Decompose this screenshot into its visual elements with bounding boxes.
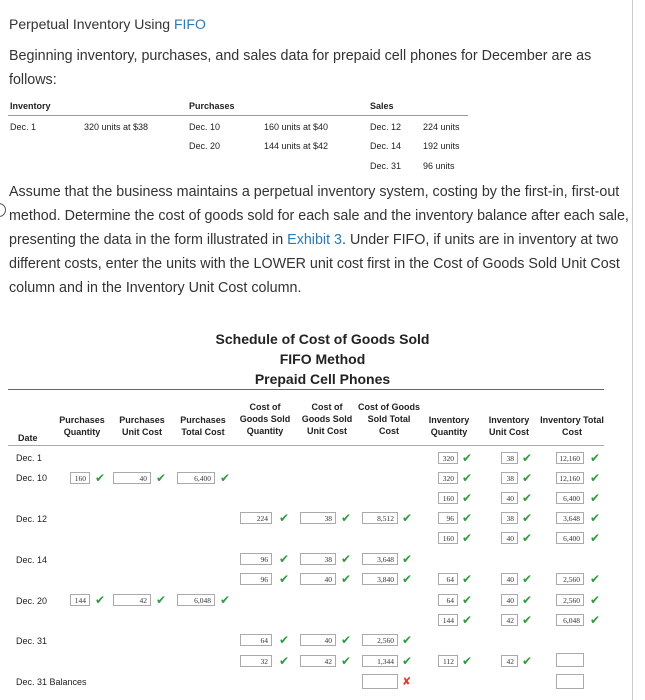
purchases-quantity-input[interactable]: 144 [70,594,90,606]
row-date-label: Dec. 31 [16,636,48,646]
correct-check-icon: ✔ [590,593,601,607]
cogs-quantity-input[interactable]: 32 [240,655,272,667]
correct-check-icon: ✔ [402,511,413,525]
correct-check-icon: ✔ [462,471,473,485]
purchases-total-cost-input[interactable]: 6,048 [177,594,215,606]
inventory-quantity-input[interactable]: 160 [438,532,458,544]
inventory-header: Inventory [10,101,51,111]
purchase-desc: 144 units at $42 [264,141,329,151]
inventory-unit-cost-input[interactable]: 40 [501,594,518,606]
col-purchases-total-cost: Purchases Total Cost [180,415,226,437]
inventory-quantity-input[interactable]: 320 [438,452,458,464]
purchases-total-cost-input[interactable]: 6,400 [177,472,215,484]
cogs-quantity-input[interactable]: 224 [240,512,272,524]
page-title [9,16,206,32]
cogs-total-cost-input[interactable]: 3,648 [362,553,398,565]
correct-check-icon: ✔ [590,511,601,525]
purchases-quantity-input[interactable]: 160 [70,472,90,484]
inventory-total-cost-input[interactable]: 2,560 [556,573,584,585]
radio-indicator-icon [0,203,6,217]
inventory-unit-cost-input[interactable]: 40 [501,492,518,504]
sale-date: Dec. 31 [370,161,402,171]
col-cogs-unit-cost: Cost of Goods Sold Unit Cost [301,402,353,436]
correct-check-icon: ✔ [590,471,601,485]
correct-check-icon: ✔ [462,572,473,586]
correct-check-icon: ✔ [590,451,601,465]
inventory-quantity-input[interactable]: 112 [438,655,458,667]
inventory-total-cost-input[interactable]: 6,048 [556,614,584,626]
inventory-date: Dec. 1 [10,122,37,132]
cogs-total-cost-input[interactable]: 2,560 [362,634,398,646]
purchases-unit-cost-input[interactable]: 42 [113,594,151,606]
fifo-link[interactable]: FIFO [173,16,206,32]
inventory-quantity-input[interactable]: 160 [438,492,458,504]
data-table-divider [8,115,468,116]
schedule-method: FIFO Method [279,351,366,367]
correct-check-icon: ✔ [279,552,290,566]
purchases-header: Purchases [189,101,235,111]
inventory-total-balance-input[interactable] [556,674,584,689]
correct-check-icon: ✔ [590,531,601,545]
col-purchases-quantity: Purchases Quantity [59,415,105,437]
col-inventory-quantity: Inventory Quantity [428,415,470,437]
correct-check-icon: ✔ [590,572,601,586]
cogs-quantity-input[interactable]: 96 [240,553,272,565]
inventory-total-cost-input[interactable]: 12,160 [556,472,584,484]
purchase-date: Dec. 20 [189,141,221,151]
sales-header: Sales [370,101,394,111]
inventory-unit-cost-input[interactable]: 40 [501,573,518,585]
intro-text: Beginning inventory, purchases, and sales data for prepaid cell phones for December are as follows: [9,48,592,88]
incorrect-x-icon: ✘ [402,676,412,688]
correct-check-icon: ✔ [462,593,473,607]
correct-check-icon: ✔ [522,613,533,627]
page-right-border [632,0,633,700]
correct-check-icon: ✔ [279,511,290,525]
correct-check-icon: ✔ [462,613,473,627]
correct-check-icon: ✔ [522,511,533,525]
schedule-divider [8,389,604,390]
cogs-total-cost-input[interactable]: 8,512 [362,512,398,524]
inventory-quantity-input[interactable]: 320 [438,472,458,484]
cogs-total-balance-input[interactable] [362,674,398,689]
title-text: Perpetual Inventory Using [9,16,174,32]
sale-date: Dec. 14 [370,141,402,151]
correct-check-icon: ✔ [402,633,413,647]
correct-check-icon: ✔ [590,491,601,505]
correct-check-icon: ✔ [95,471,106,485]
inventory-unit-cost-input[interactable]: 38 [501,472,518,484]
correct-check-icon: ✔ [402,572,413,586]
inventory-quantity-input[interactable]: 64 [438,573,458,585]
cogs-quantity-input[interactable]: 64 [240,634,272,646]
correct-check-icon: ✔ [279,654,290,668]
correct-check-icon: ✔ [402,552,413,566]
exhibit-3-link[interactable]: Exhibit 3 [287,232,342,248]
purchase-date: Dec. 10 [189,122,221,132]
inventory-total-cost-input[interactable]: 3,648 [556,512,584,524]
cogs-total-cost-input[interactable]: 3,840 [362,573,398,585]
cogs-unit-cost-input[interactable]: 42 [300,655,336,667]
correct-check-icon: ✔ [341,552,352,566]
correct-check-icon: ✔ [341,572,352,586]
schedule-title: Schedule of Cost of Goods Sold [215,331,430,347]
row-date-label: Dec. 1 [16,453,43,463]
cogs-quantity-input[interactable]: 96 [240,573,272,585]
inventory-unit-cost-input[interactable]: 42 [501,655,518,667]
correct-check-icon: ✔ [341,511,352,525]
correct-check-icon: ✔ [462,511,473,525]
row-date-label: Dec. 20 [16,596,48,606]
row-date-label: Dec. 12 [16,514,48,524]
sale-desc: 96 units [423,161,455,171]
correct-check-icon: ✔ [156,593,167,607]
col-cogs-quantity: Cost of Goods Sold Quantity [239,402,291,436]
correct-check-icon: ✔ [522,654,533,668]
col-purchases-unit-cost: Purchases Unit Cost [119,415,165,437]
correct-check-icon: ✔ [279,633,290,647]
correct-check-icon: ✔ [522,572,533,586]
inventory-unit-cost-input[interactable]: 40 [501,532,518,544]
correct-check-icon: ✔ [156,471,167,485]
inventory-unit-cost-input[interactable]: 38 [501,452,518,464]
col-cogs-total-cost: Cost of Goods Sold Total Cost [358,402,420,436]
inventory-total-cost-input[interactable] [556,653,584,667]
row-balances-label: Dec. 31 Balances [16,677,87,687]
correct-check-icon: ✔ [462,531,473,545]
cogs-unit-cost-input[interactable]: 38 [300,553,336,565]
col-inventory-unit-cost: Inventory Unit Cost [488,415,530,437]
correct-check-icon: ✔ [522,491,533,505]
inventory-total-cost-input[interactable]: 6,400 [556,532,584,544]
instructions-part: . Under FIFO, if units are in inventory at two different costs, enter the units with the LOWER unit cost first in the Cost of Goods Sold Unit Cost column and in the Inventory Unit Cost column. [9,232,620,296]
cogs-total-cost-input[interactable]: 1,344 [362,655,398,667]
correct-check-icon: ✔ [402,654,413,668]
inventory-desc: 320 units at $38 [84,122,149,132]
row-date-label: Dec. 14 [16,555,48,565]
correct-check-icon: ✔ [220,471,231,485]
correct-check-icon: ✔ [462,654,473,668]
purchase-desc: 160 units at $40 [264,122,329,132]
instructions-part: Assume that the business maintains a perpetual inventory system, costing by the first-in, first-out method. Determine the cost of goods sold for each sale and the inventory balance after each sale, presenting the data in the form illustrated in [9,184,629,248]
correct-check-icon: ✔ [522,593,533,607]
inventory-quantity-input[interactable]: 64 [438,594,458,606]
correct-check-icon: ✔ [279,572,290,586]
inventory-total-cost-input[interactable]: 2,560 [556,594,584,606]
correct-check-icon: ✔ [95,593,106,607]
correct-check-icon: ✔ [462,451,473,465]
inventory-unit-cost-input[interactable]: 38 [501,512,518,524]
inventory-quantity-input[interactable]: 144 [438,614,458,626]
sale-desc: 192 units [423,141,460,151]
correct-check-icon: ✔ [522,471,533,485]
sale-desc: 224 units [423,122,460,132]
inventory-total-cost-input[interactable]: 12,160 [556,452,584,464]
row-date-label: Dec. 10 [16,473,48,483]
correct-check-icon: ✔ [522,531,533,545]
correct-check-icon: ✔ [341,654,352,668]
cogs-unit-cost-input[interactable]: 38 [300,512,336,524]
correct-check-icon: ✔ [590,613,601,627]
cogs-unit-cost-input[interactable]: 40 [300,634,336,646]
correct-check-icon: ✔ [220,593,231,607]
schedule-product: Prepaid Cell Phones [254,371,391,387]
col-inventory-total-cost: Inventory Total Cost [540,415,604,437]
header-divider [8,445,604,446]
inventory-quantity-input[interactable]: 96 [438,512,458,524]
sale-date: Dec. 12 [370,122,402,132]
col-date: Date [18,433,38,443]
inventory-unit-cost-input[interactable]: 42 [501,614,518,626]
correct-check-icon: ✔ [522,451,533,465]
inventory-total-cost-input[interactable]: 6,400 [556,492,584,504]
cogs-unit-cost-input[interactable]: 40 [300,573,336,585]
purchases-unit-cost-input[interactable]: 40 [113,472,151,484]
instructions-text [9,180,633,300]
correct-check-icon: ✔ [341,633,352,647]
correct-check-icon: ✔ [462,491,473,505]
